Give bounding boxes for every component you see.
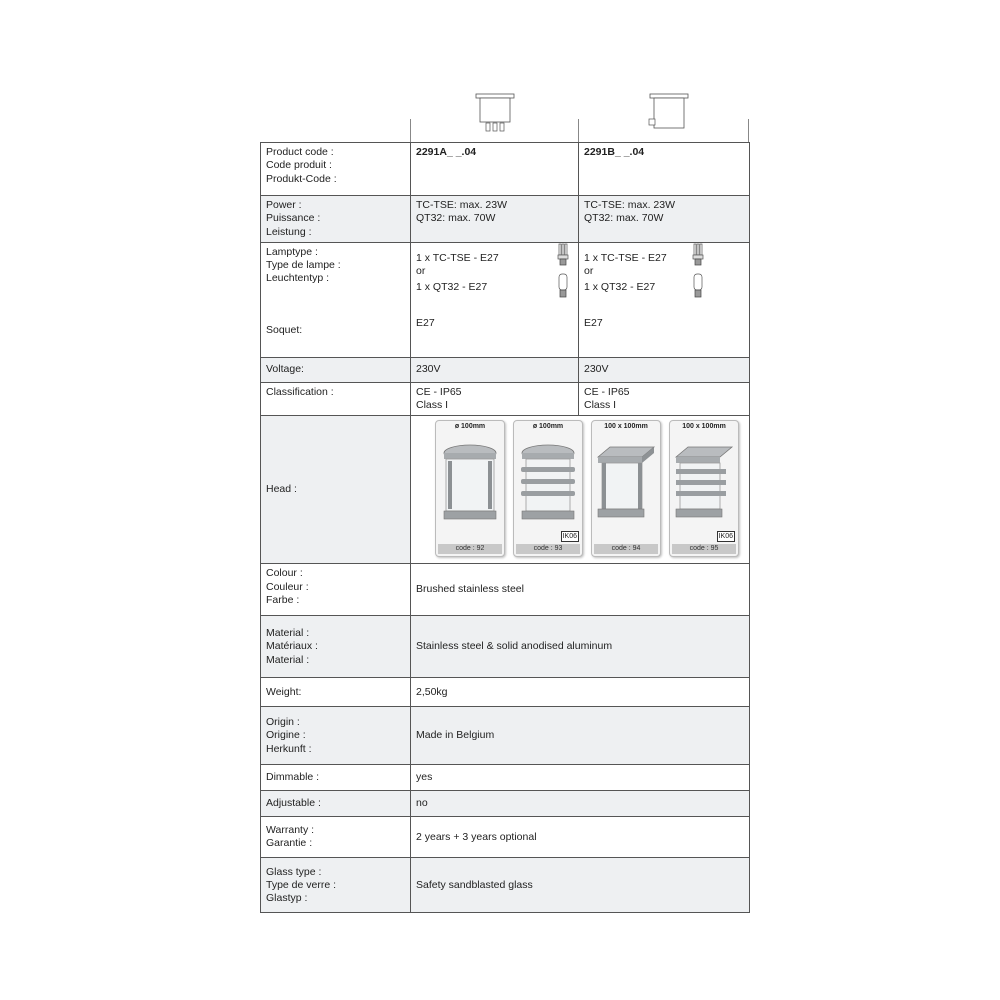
row-colour: [261, 564, 750, 616]
lamptype-b-line1: 1 x TC-TSE - E27: [584, 251, 667, 264]
lamptype-a-line1: 1 x TC-TSE - E27: [416, 251, 499, 264]
label-warranty: Warranty : Garantie :: [261, 817, 411, 858]
cfl-bulb-icon: [692, 243, 704, 267]
head-card-94: [591, 420, 661, 557]
row-lamptype: [261, 242, 750, 357]
head-code: code : 94: [594, 544, 658, 554]
lamptype-b-cell: [579, 242, 750, 357]
power-b: TC-TSE: max. 23W QT32: max. 70W: [579, 196, 750, 243]
halogen-bulb-icon: [692, 273, 704, 299]
label-weight: Weight:: [261, 678, 411, 707]
row-head: [261, 416, 750, 564]
label-colour: Colour : Couleur : Farbe :: [261, 564, 411, 616]
lamptype-b-line2: or: [584, 265, 594, 278]
dimmable-value: yes: [411, 765, 750, 791]
weight-value: 2,50kg: [411, 678, 750, 707]
head-card-92: [435, 420, 505, 557]
head-size: 100 x 100mm: [682, 423, 726, 431]
label-origin: Origin : Origine : Herkunft :: [261, 707, 411, 765]
label-lamptype: Lamptype : Type de lampe : Leuchtentyp :: [266, 245, 341, 285]
product-code-a: 2291A_ _.04: [411, 143, 579, 196]
origin-value: Made in Belgium: [411, 707, 750, 765]
label-power: Power : Puissance : Leistung :: [261, 196, 411, 243]
round-head-glass-icon: [440, 439, 500, 529]
spec-table: [260, 142, 750, 913]
label-lamptype-cell: [261, 242, 411, 357]
soquet-a: E27: [416, 316, 435, 329]
label-dimmable: Dimmable :: [261, 765, 411, 791]
label-product-code: Product code : Code produit : Produkt-Code :: [261, 143, 411, 196]
row-warranty: [261, 817, 750, 858]
row-power: [261, 196, 750, 243]
row-glass: [261, 858, 750, 913]
head-size: 100 x 100mm: [604, 423, 648, 431]
material-value: Stainless steel & solid anodised aluminum: [411, 616, 750, 678]
voltage-a: 230V: [411, 357, 579, 382]
label-adjustable: Adjustable :: [261, 791, 411, 817]
head-variants: [411, 416, 749, 557]
row-product-code: [261, 143, 750, 196]
warranty-value: 2 years + 3 years optional: [411, 817, 750, 858]
head-code: code : 92: [438, 544, 502, 554]
head-code: code : 95: [672, 544, 736, 554]
head-size: ø 100mm: [454, 423, 486, 431]
head-card-93: [513, 420, 583, 557]
head-card-95: [669, 420, 739, 557]
square-head-glass-icon: [596, 439, 656, 529]
glass-value: Safety sandblasted glass: [411, 858, 750, 913]
label-head: Head :: [261, 416, 411, 564]
ik-rating-badge: IK06: [718, 533, 733, 541]
lamptype-a-line3: 1 x QT32 - E27: [416, 281, 488, 294]
ik-rating-badge: IK06: [562, 533, 577, 541]
power-a: TC-TSE: max. 23W QT32: max. 70W: [411, 196, 579, 243]
head-code: code : 93: [516, 544, 580, 554]
drawings-header: [260, 90, 749, 142]
label-classification: Classification :: [261, 382, 411, 416]
spec-sheet: [260, 90, 749, 913]
row-voltage: [261, 357, 750, 382]
soquet-b: E27: [584, 316, 603, 329]
colour-value: Brushed stainless steel: [411, 564, 750, 616]
row-origin: [261, 707, 750, 765]
lamptype-a-line2: or: [416, 265, 426, 278]
voltage-b: 230V: [579, 357, 750, 382]
product-code-b: 2291B_ _.04: [579, 143, 750, 196]
adjustable-value: no: [411, 791, 750, 817]
lamptype-b-line3: 1 x QT32 - E27: [584, 281, 656, 294]
row-dimmable: [261, 765, 750, 791]
label-soquet: Soquet:: [266, 323, 303, 336]
lamptype-a-cell: [411, 242, 579, 357]
recessed-fixture-front-icon: [474, 92, 516, 136]
square-head-louvre-icon: [674, 439, 734, 529]
label-glass: Glass type : Type de verre : Glastyp :: [261, 858, 411, 913]
label-material: Material : Matériaux : Material :: [261, 616, 411, 678]
cfl-bulb-icon: [557, 243, 569, 267]
row-adjustable: [261, 791, 750, 817]
row-material: [261, 616, 750, 678]
row-classification: [261, 382, 750, 416]
label-voltage: Voltage:: [261, 357, 411, 382]
head-size: ø 100mm: [532, 423, 564, 431]
round-head-louvre-icon: [518, 439, 578, 529]
recessed-fixture-side-icon: [648, 92, 690, 136]
row-weight: [261, 678, 750, 707]
classification-a: CE - IP65 Class I: [411, 382, 579, 416]
head-images-cell: [411, 416, 750, 564]
classification-b: CE - IP65 Class I: [579, 382, 750, 416]
halogen-bulb-icon: [557, 273, 569, 299]
